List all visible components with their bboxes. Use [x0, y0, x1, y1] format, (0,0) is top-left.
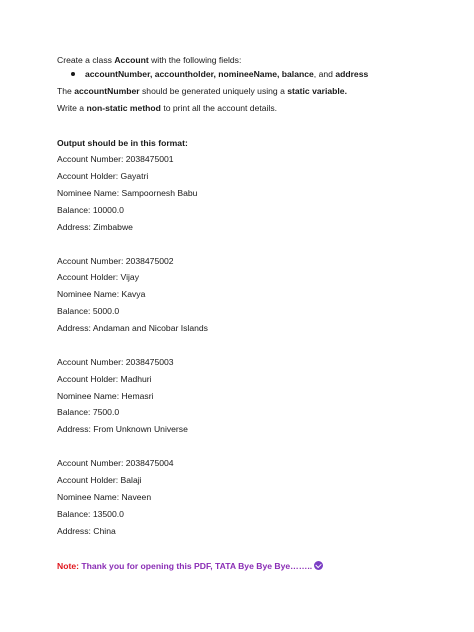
account-holder: Account Holder: Vijay: [57, 272, 140, 282]
note-text: Thank you for opening this PDF, TATA Bye Bye Bye……..: [78, 561, 313, 571]
balance: Balance: 7500.0: [57, 407, 120, 417]
balance: Balance: 5000.0: [57, 306, 120, 316]
address: Address: Andaman and Nicobar Islands: [57, 323, 208, 333]
account-number: Account Number: 2038475003: [57, 357, 174, 367]
separator: ,: [277, 69, 282, 79]
account-number: Account Number: 2038475001: [57, 154, 174, 164]
note-label: Note:: [57, 561, 79, 571]
intro-line-1: [57, 55, 241, 66]
intro-text: Write a: [57, 103, 87, 113]
field-name: balance: [281, 69, 314, 79]
check-circle-emoji-icon: [314, 561, 323, 570]
separator: ,: [149, 69, 155, 79]
nominee-name: Nominee Name: Naveen: [57, 492, 152, 502]
keyword: static variable.: [287, 86, 347, 96]
intro-text: Create a class: [57, 55, 115, 65]
intro-line-3: [57, 103, 277, 114]
output-heading: [57, 138, 188, 149]
field-name: nomineeName: [218, 69, 277, 79]
address: Address: China: [57, 526, 116, 536]
nominee-name: Nominee Name: Sampoornesh Babu: [57, 188, 198, 198]
intro-text: with the following fields:: [148, 55, 242, 65]
field-name: accountholder: [154, 69, 214, 79]
balance: Balance: 10000.0: [57, 205, 124, 215]
address: Address: From Unknown Universe: [57, 424, 188, 434]
intro-text: to print all the account details.: [160, 103, 278, 113]
intro-text: should be generated uniquely using a: [139, 86, 288, 96]
note-line: [57, 561, 323, 572]
account-number: Account Number: 2038475004: [57, 458, 174, 468]
separator: , and: [313, 69, 336, 79]
output-heading-text: Output should be in this format:: [57, 138, 188, 148]
account-number: Account Number: 2038475002: [57, 256, 174, 266]
class-name: Account: [114, 55, 149, 65]
separator: ,: [213, 69, 219, 79]
bullet-icon: [71, 72, 75, 76]
balance: Balance: 13500.0: [57, 509, 124, 519]
intro-line-2: [57, 86, 347, 97]
field-name: accountNumber: [85, 69, 150, 79]
field-name: accountNumber: [74, 86, 140, 96]
intro-text: The: [57, 86, 75, 96]
keyword: non-static method: [86, 103, 161, 113]
account-holder: Account Holder: Madhuri: [57, 374, 152, 384]
account-holder: Account Holder: Balaji: [57, 475, 142, 485]
nominee-name: Nominee Name: Hemasri: [57, 391, 154, 401]
fields-bullet: [85, 69, 368, 80]
nominee-name: Nominee Name: Kavya: [57, 289, 146, 299]
account-holder: Account Holder: Gayatri: [57, 171, 149, 181]
address: Address: Zimbabwe: [57, 222, 133, 232]
field-name: address: [335, 69, 369, 79]
